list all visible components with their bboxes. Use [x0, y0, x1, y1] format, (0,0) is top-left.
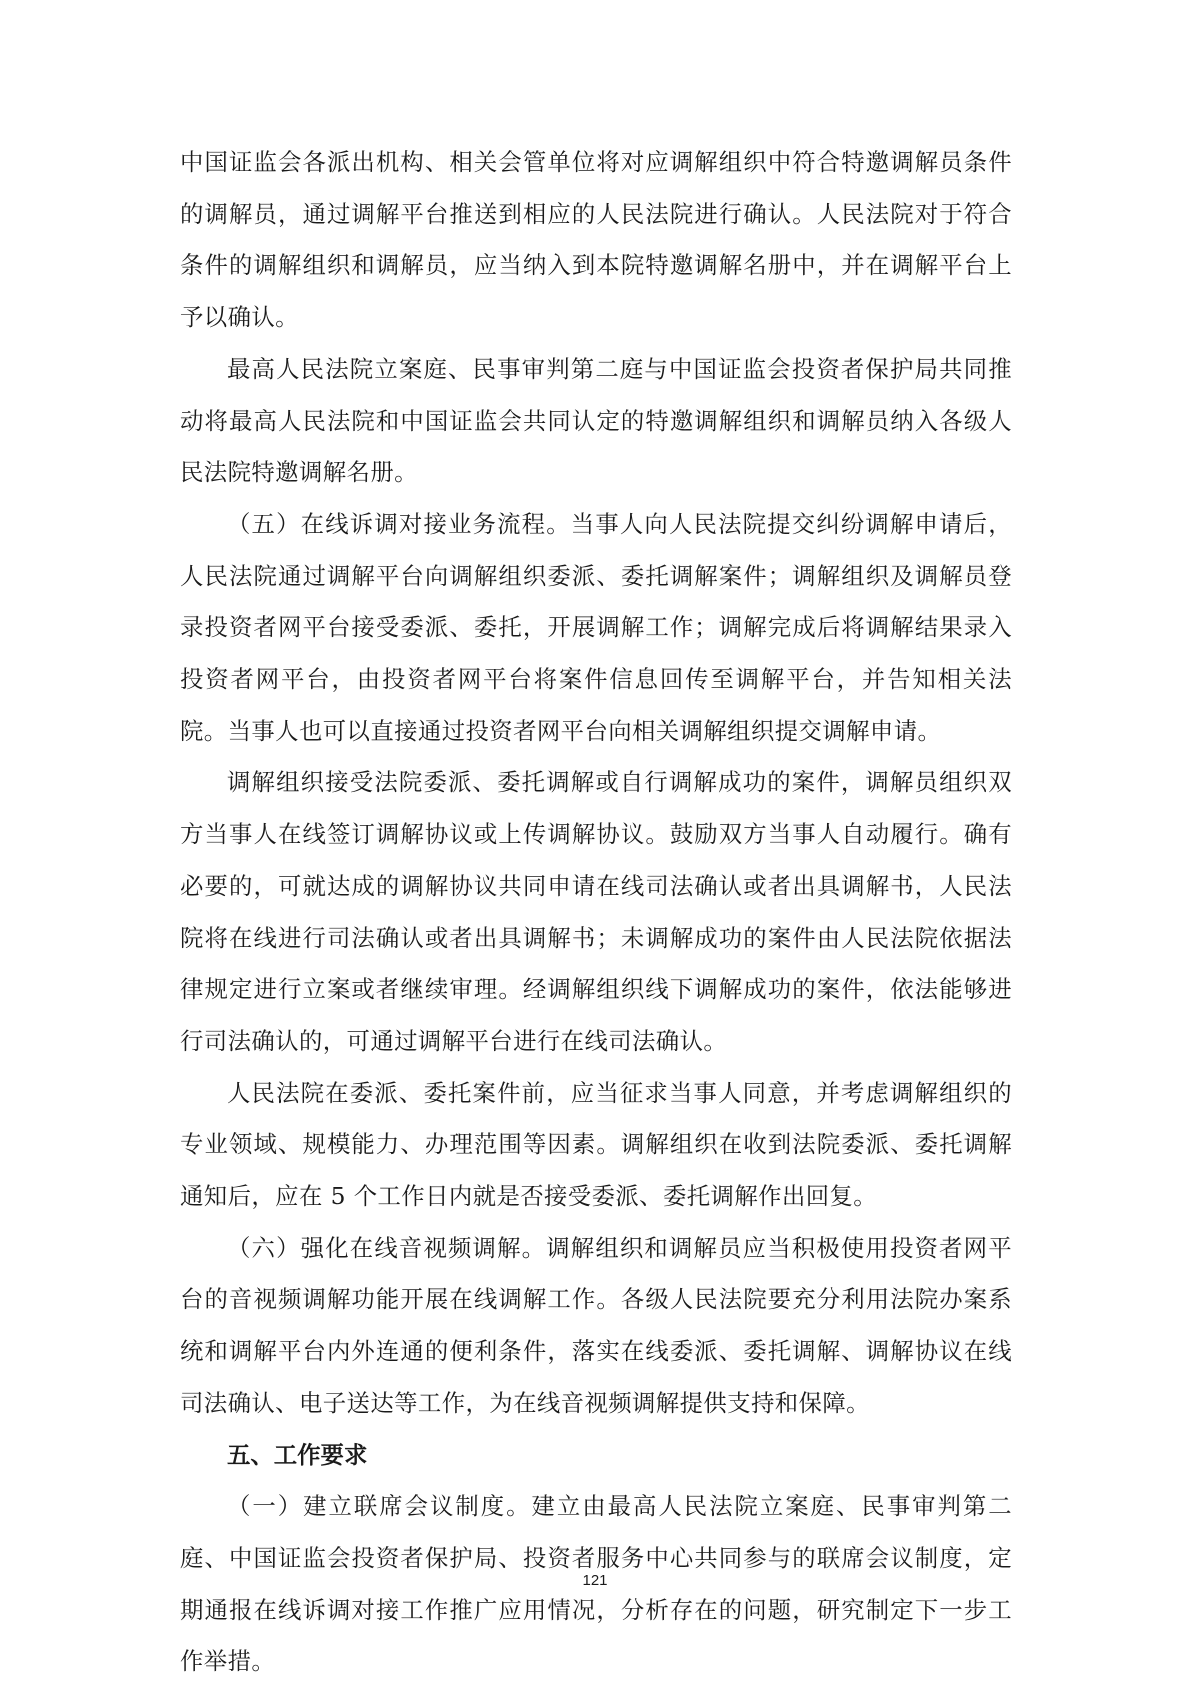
paragraph-video-mediation: （六）强化在线音视频调解。调解组织和调解员应当积极使用投资者网平台的音视频调解功能开展在线调解工作。各级人民法院要充分利用法院办案系统和调解平台内外连通的便利条件，落实在线委派、委托调解、调解协议在线司法确认、电子送达等工作，为在线音视频调解提供支持和保障。	[180, 1233, 1012, 1417]
page-number: 121	[582, 1572, 608, 1589]
document-body	[180, 137, 1012, 1688]
paragraph-online-process: （五）在线诉调对接业务流程。当事人向人民法院提交纠纷调解申请后，人民法院通过调解平台向调解组织委派、委托调解案件；调解组织及调解员登录投资者网平台接受委派、委托，开展调解工作；调解完成后将调解结果录入投资者网平台，由投资者网平台将案件信息回传至调解平台，并告知相关法院。当事人也可以直接通过投资者网平台向相关调解组织提交调解申请。	[180, 509, 1012, 745]
paragraph-joint-meeting: （一）建立联席会议制度。建立由最高人民法院立案庭、民事审判第二庭、中国证监会投资者保护局、投资者服务中心共同参与的联席会议制度，定期通报在线诉调对接工作推广应用情况，分析存在的问题，研究制定下一步工作举措。	[180, 1492, 1012, 1676]
paragraph-continuation: 中国证监会各派出机构、相关会管单位将对应调解组织中符合特邀调解员条件的调解员，通过调解平台推送到相应的人民法院进行确认。人民法院对于符合条件的调解组织和调解员，应当纳入到本院特邀调解名册中，并在调解平台上予以确认。	[180, 148, 1012, 332]
section-heading: 五、工作要求	[227, 1440, 368, 1469]
paragraph-mediation-success: 调解组织接受法院委派、委托调解或自行调解成功的案件，调解员组织双方当事人在线签订调解协议或上传调解协议。鼓励双方当事人自动履行。确有必要的，可就达成的调解协议共同申请在线司法确认或者出具调解书，人民法院将在线进行司法确认或者出具调解书；未调解成功的案件由人民法院依据法律规定进行立案或者继续审理。经调解组织线下调解成功的案件，依法能够进行司法确认的，可通过调解平台进行在线司法确认。	[180, 768, 1012, 1055]
paragraph-court-consent: 人民法院在委派、委托案件前，应当征求当事人同意，并考虑调解组织的专业领域、规模能力、办理范围等因素。调解组织在收到法院委派、委托调解通知后，应在 5 个工作日内就是否接受委派、委托调解作出回复。	[180, 1078, 1012, 1211]
paragraph-joint-promotion: 最高人民法院立案庭、民事审判第二庭与中国证监会投资者保护局共同推动将最高人民法院和中国证监会共同认定的特邀调解组织和调解员纳入各级人民法院特邀调解名册。	[180, 354, 1012, 487]
